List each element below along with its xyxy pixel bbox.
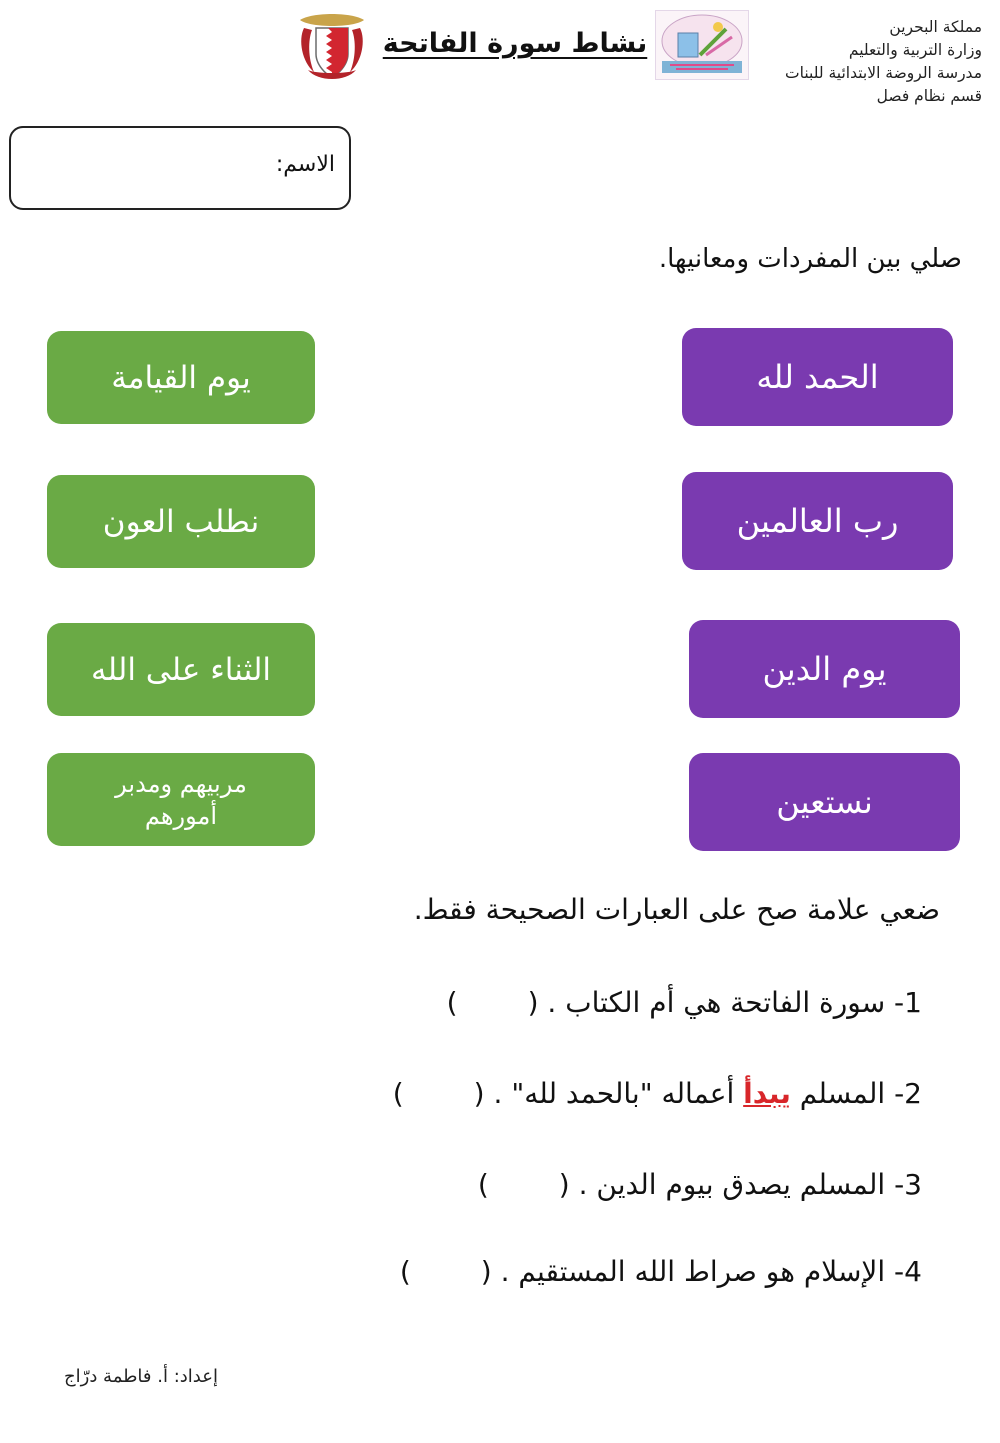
meaning-card[interactable]: مربيهم ومدبر أمورهم: [47, 753, 315, 846]
department-name: قسم نظام فصل: [876, 87, 982, 105]
statement-3: [478, 1168, 922, 1201]
country-name: مملكة البحرين: [889, 18, 982, 36]
meaning-card[interactable]: نطلب العون: [47, 475, 315, 568]
name-label: الاسم:: [275, 152, 335, 177]
ministry-name: وزارة التربية والتعليم: [848, 41, 982, 59]
statement-4: [400, 1255, 922, 1288]
term-card[interactable]: نستعين: [689, 753, 960, 851]
statement-text: 3- المسلم يصدق بيوم الدين .: [578, 1168, 922, 1201]
statement-text: 1- سورة الفاتحة هي أم الكتاب .: [547, 986, 922, 1019]
close-paren: ): [392, 1077, 404, 1110]
meaning-card[interactable]: الثناء على الله: [47, 623, 315, 716]
statement-1: [447, 986, 922, 1019]
open-paren: (: [480, 1255, 492, 1288]
open-paren: (: [558, 1168, 570, 1201]
highlighted-word: يبدأ: [743, 1077, 791, 1110]
name-field[interactable]: [9, 126, 351, 210]
term-card[interactable]: يوم الدين: [689, 620, 960, 718]
meaning-card[interactable]: يوم القيامة: [47, 331, 315, 424]
close-paren: ): [399, 1255, 411, 1288]
matching-instruction: صلي بين المفردات ومعانيها.: [658, 244, 962, 274]
author-credit: إعداد: أ. فاطمة درّاج: [64, 1366, 218, 1387]
term-card[interactable]: رب العالمين: [682, 472, 953, 570]
school-info: [722, 16, 982, 108]
statement-text: 2- المسلم: [799, 1077, 922, 1110]
statement-2: [393, 1077, 922, 1110]
open-paren: (: [473, 1077, 485, 1110]
true-false-instruction: ضعي علامة صح على العبارات الصحيحة فقط.: [413, 893, 940, 926]
school-name: مدرسة الروضة الابتدائية للبنات: [785, 64, 982, 82]
school-logo-icon: [655, 10, 749, 80]
close-paren: ): [477, 1168, 489, 1201]
open-paren: (: [527, 986, 539, 1019]
statement-text: أعماله "بالحمد لله" .: [493, 1077, 735, 1110]
close-paren: ): [446, 986, 458, 1019]
page-title: نشاط سورة الفاتحة: [382, 28, 648, 59]
term-card[interactable]: الحمد لله: [682, 328, 953, 426]
statement-text: 4- الإسلام هو صراط الله المستقيم .: [500, 1255, 922, 1288]
bahrain-emblem-icon: [294, 10, 370, 86]
